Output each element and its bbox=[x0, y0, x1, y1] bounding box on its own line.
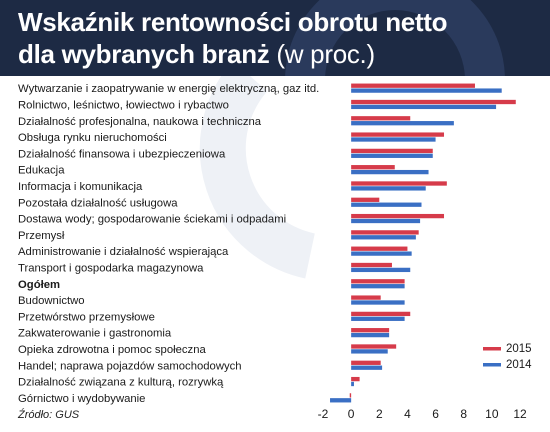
bar-2015 bbox=[351, 214, 444, 218]
legend-label-2015: 2015 bbox=[506, 343, 532, 355]
category-label: Obsługa rynku nieruchomości bbox=[18, 132, 167, 145]
bar-2015 bbox=[351, 181, 447, 185]
bar-2014 bbox=[351, 382, 354, 386]
category-label: Dostawa wody; gospodarowanie ściekami i odpadami bbox=[18, 213, 287, 226]
category-label: Ogółem bbox=[18, 278, 61, 291]
legend-swatch-2015 bbox=[483, 347, 501, 351]
category-label: Działalność finansowa i ubezpieczeniowa bbox=[18, 148, 226, 161]
category-label: Przetwórstwo przemysłowe bbox=[18, 311, 155, 324]
bar-2014 bbox=[351, 284, 404, 288]
bar-2014 bbox=[351, 121, 454, 125]
bar-2015 bbox=[351, 295, 381, 299]
bar-2014 bbox=[351, 268, 410, 272]
bar-2015 bbox=[351, 361, 381, 365]
bar-2014 bbox=[351, 170, 428, 174]
bar-2014 bbox=[351, 88, 502, 92]
bar-2015 bbox=[351, 247, 407, 251]
bar-2014 bbox=[351, 105, 496, 109]
bar-2015 bbox=[351, 344, 396, 348]
bar-2014 bbox=[351, 186, 426, 190]
bar-2015 bbox=[350, 393, 351, 397]
chart-watermark bbox=[223, 76, 310, 256]
x-tick-label: 10 bbox=[485, 407, 499, 421]
x-tick-label: 12 bbox=[513, 407, 527, 421]
category-label: Górnictwo i wydobywanie bbox=[18, 392, 146, 405]
bar-2014 bbox=[351, 300, 404, 304]
bar-2015 bbox=[351, 279, 404, 283]
category-label: Administrowanie i działalność wspierająca bbox=[18, 246, 229, 259]
category-label: Wytwarzanie i zaopatrywanie w energię elektryczną, gaz itd. bbox=[18, 83, 320, 96]
bar-2015 bbox=[351, 165, 395, 169]
bar-2014 bbox=[351, 235, 416, 239]
x-tick-label: 4 bbox=[404, 407, 411, 421]
title-line-2-light: (w proc.) bbox=[276, 39, 375, 69]
bar-2014 bbox=[351, 317, 404, 321]
bar-2015 bbox=[351, 149, 433, 153]
category-label: Pozostała działalność usługowa bbox=[18, 197, 178, 210]
title-line-2-bold: dla wybranych branż bbox=[18, 39, 270, 69]
bar-2014 bbox=[351, 366, 382, 370]
bar-2015 bbox=[351, 116, 410, 120]
category-label: Handel; naprawa pojazdów samochodowych bbox=[18, 360, 242, 373]
bars bbox=[330, 84, 516, 403]
bar-2014 bbox=[330, 398, 351, 402]
category-label: Przemysł bbox=[18, 229, 65, 242]
bar-2015 bbox=[351, 312, 410, 316]
bar-2015 bbox=[351, 198, 379, 202]
bar-2015 bbox=[351, 84, 475, 88]
bar-chart bbox=[0, 76, 550, 432]
bar-2014 bbox=[351, 333, 389, 337]
bar-2015 bbox=[351, 377, 359, 381]
bar-2015 bbox=[351, 328, 389, 332]
category-label: Informacja i komunikacja bbox=[18, 180, 143, 193]
category-label: Działalność związana z kulturą, rozrywką bbox=[18, 376, 224, 389]
bar-2015 bbox=[351, 132, 444, 136]
category-label: Edukacja bbox=[18, 164, 65, 177]
title-line-1: Wskaźnik rentowności obrotu netto bbox=[18, 7, 448, 37]
page-title bbox=[18, 6, 447, 70]
legend bbox=[483, 343, 532, 371]
x-tick-label: 2 bbox=[375, 407, 383, 421]
category-label: Opieka zdrowotna i pomoc społeczna bbox=[18, 343, 206, 356]
bar-2014 bbox=[351, 349, 388, 353]
x-tick-label: 6 bbox=[432, 407, 439, 421]
category-label: Budownictwo bbox=[18, 295, 85, 308]
source-note: Źródło: GUS bbox=[18, 409, 80, 421]
category-label: Działalność profesjonalna, naukowa i techniczna bbox=[18, 115, 262, 128]
x-tick-label: 0 bbox=[347, 407, 355, 421]
bar-2014 bbox=[351, 219, 420, 223]
watermark-arc bbox=[223, 76, 310, 256]
x-tick-label: 8 bbox=[460, 407, 468, 421]
category-label: Zakwaterowanie i gastronomia bbox=[18, 327, 172, 340]
bar-2015 bbox=[351, 100, 516, 104]
bar-2014 bbox=[351, 154, 433, 158]
category-label: Transport i gospodarka magazynowa bbox=[18, 262, 204, 275]
legend-swatch-2014 bbox=[483, 363, 501, 367]
x-axis-ticks bbox=[318, 407, 527, 421]
legend-label-2014: 2014 bbox=[506, 359, 532, 371]
bar-2014 bbox=[351, 203, 421, 207]
x-tick-label: -2 bbox=[317, 407, 329, 421]
bar-2014 bbox=[351, 251, 412, 255]
bar-2015 bbox=[351, 263, 392, 267]
bar-2015 bbox=[351, 230, 419, 234]
header-banner bbox=[0, 0, 550, 76]
category-label: Rolnictwo, leśnictwo, łowiectwo i rybactwo bbox=[18, 99, 229, 112]
bar-2014 bbox=[351, 137, 435, 141]
